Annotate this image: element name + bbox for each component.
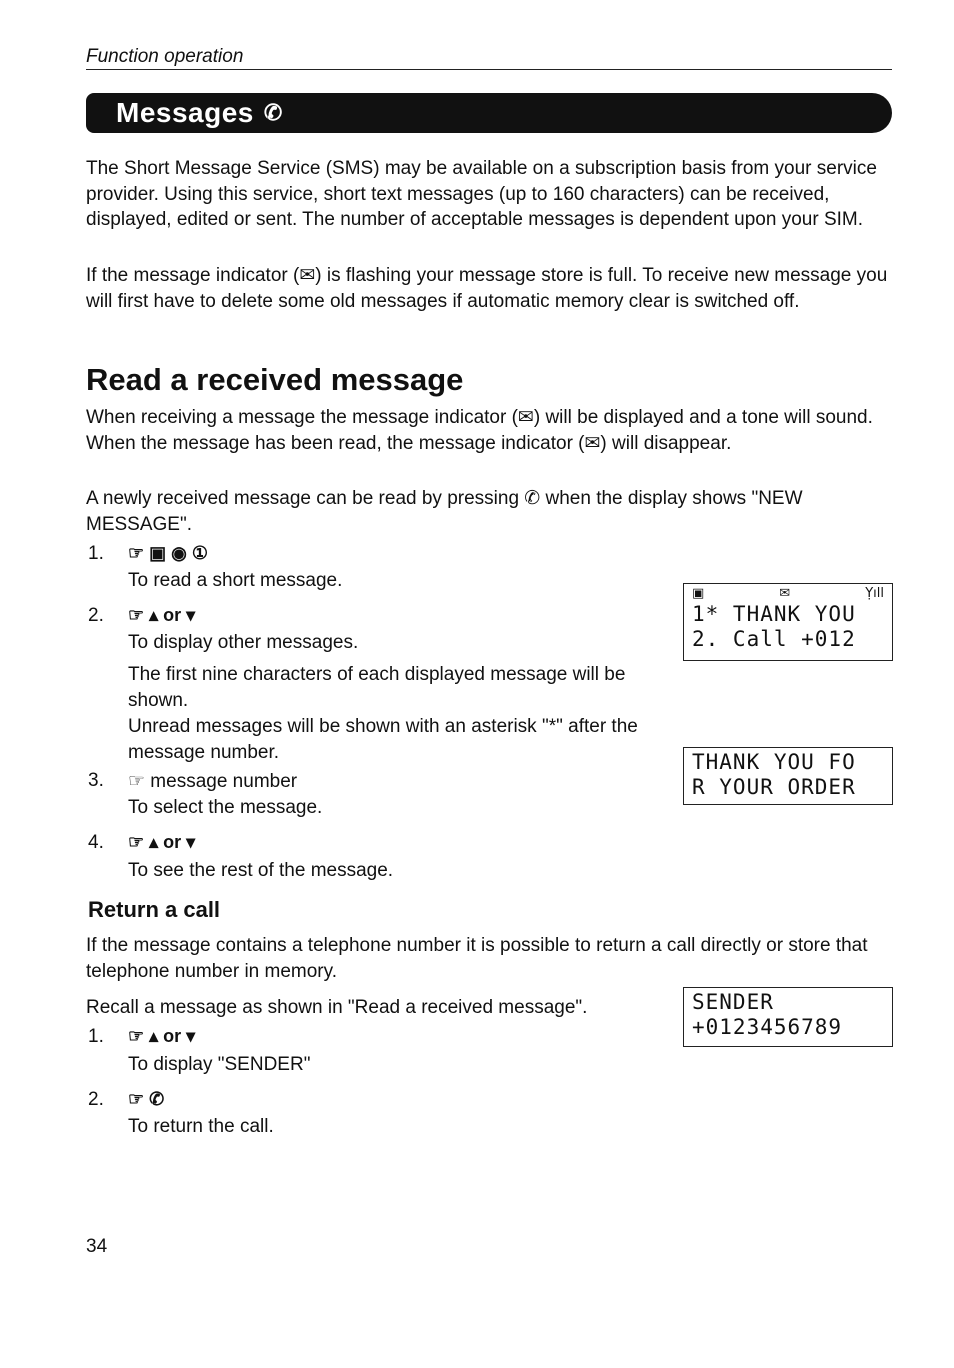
messages-banner: [86, 93, 892, 133]
lcd-line: 2. Call +012: [692, 627, 856, 651]
step-description: To return the call.: [128, 1116, 274, 1137]
return-paragraph-2: Recall a message as shown in "Read a received message".: [86, 997, 588, 1018]
key-sequence-icon: ☞ ▴ or ▾: [128, 1026, 196, 1046]
step-number: 4.: [88, 832, 104, 853]
step-keys: [128, 1089, 164, 1110]
step-number: 3.: [88, 770, 104, 791]
lcd-line: THANK YOU FO: [692, 750, 856, 774]
step-description: To see the rest of the message.: [128, 860, 394, 881]
key-sequence-label: ☞ message number: [128, 771, 298, 792]
lcd-line: R YOUR ORDER: [692, 775, 856, 799]
lcd-line: +0123456789: [692, 1015, 843, 1039]
step-description: To select the message.: [128, 797, 323, 818]
lcd-display-message-text: [683, 747, 893, 805]
page-number: 34: [86, 1236, 108, 1257]
step-keys: [128, 605, 195, 626]
lcd-line: SENDER: [692, 990, 774, 1014]
key-sequence-icon: ☞ ▴ or ▾: [128, 832, 196, 852]
step-description: To display other messages.: [128, 632, 359, 653]
intro-paragraph-1: The Short Message Service (SMS) may be available on a subscription basis from your service provider. Using this service, short text messages (up to 160 characters) can be received, displayed, edited or sent. The number of acceptable messages is dependent upon your SIM.: [86, 158, 877, 230]
step-description: To read a short message.: [128, 570, 343, 591]
section-header: Function operation: [86, 46, 244, 67]
step-keys: [128, 1026, 195, 1047]
return-paragraph-1: If the message contains a telephone number it is possible to return a call directly or store that telephone number in memory.: [86, 935, 868, 982]
step-note: Unread messages will be shown with an asterisk "*" after the message number.: [128, 716, 638, 763]
step-keys: [128, 543, 208, 564]
subsection-title-return-call: Return a call: [88, 897, 221, 922]
step-description: To display "SENDER": [128, 1054, 311, 1075]
battery-icon: ▣: [692, 586, 705, 601]
step-number: 2.: [88, 1089, 104, 1110]
intro-paragraph-2: If the message indicator (✉) is flashing your message store is full. To receive new message you will first have to delete some old messages if automatic memory clear is switched off.: [86, 265, 888, 312]
envelope-icon: ✉: [779, 586, 791, 601]
header-rule: [86, 69, 892, 70]
step-keys: [128, 770, 297, 793]
key-sequence-icon: ☞ ✆: [128, 1089, 165, 1109]
step-number: 1.: [88, 1026, 104, 1047]
read-paragraph-2: A newly received message can be read by pressing ✆ when the display shows "NEW MESSAGE".: [86, 488, 803, 535]
step-number: 2.: [88, 605, 104, 626]
lcd-display-sender: [683, 987, 893, 1047]
step-number: 1.: [88, 543, 104, 564]
lcd-status-bar: [692, 586, 884, 602]
phone-icon: ✆: [263, 100, 283, 125]
key-sequence-icon: ☞ ▣ ◉ ①: [128, 543, 208, 563]
lcd-display-message-list: [683, 583, 893, 661]
banner-title: Messages: [116, 97, 254, 128]
key-sequence-icon: ☞ ▴ or ▾: [128, 605, 196, 625]
signal-icon: Ỵıll: [865, 586, 884, 601]
step-keys: [128, 832, 195, 853]
step-note: The first nine characters of each displayed message will be shown.: [128, 664, 626, 711]
lcd-line: 1* THANK YOU: [692, 602, 856, 626]
section-title-read-message: Read a received message: [86, 362, 464, 397]
read-paragraph-1: When receiving a message the message indicator (✉) will be displayed and a tone will sound. When the message has been read, the message indicator (✉) will disappear.: [86, 407, 873, 454]
